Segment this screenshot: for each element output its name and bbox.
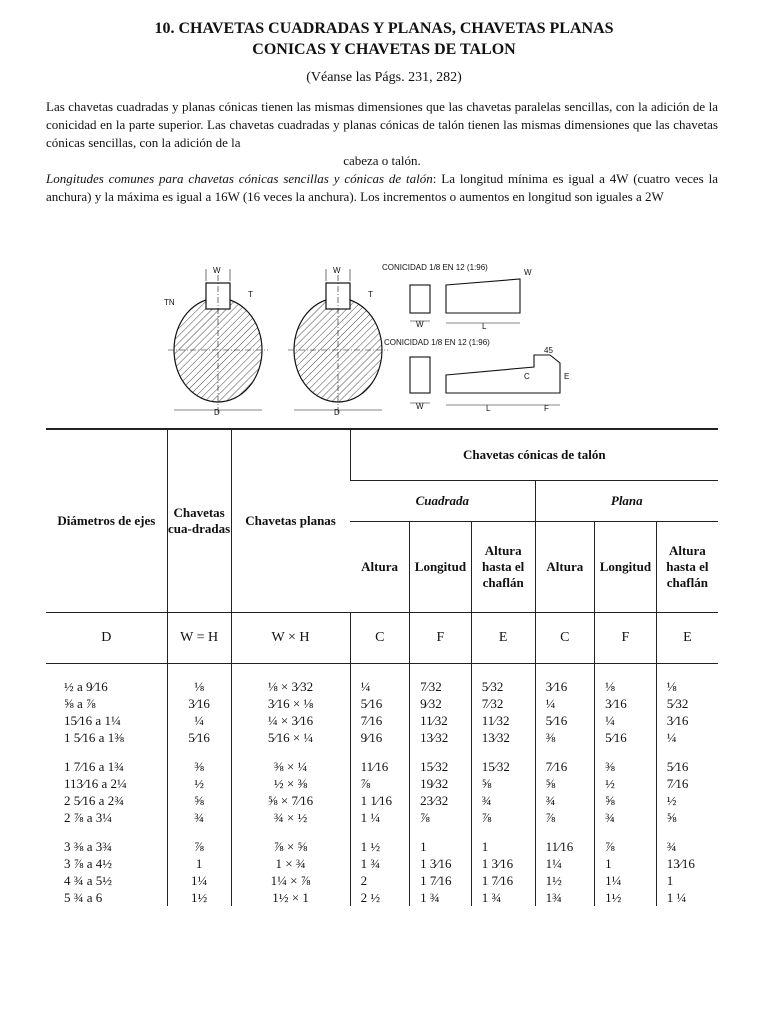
- table-cell: 15⁄16 a 1¼: [64, 713, 121, 728]
- header-chaflan-cuadrada: Altura hasta el chaflán: [471, 522, 535, 613]
- table-cell: ¼: [595, 712, 657, 729]
- spacer-cell: [656, 746, 718, 758]
- table-row: [46, 838, 718, 855]
- table-row: [46, 872, 718, 889]
- table-cell: 1: [595, 855, 657, 872]
- table-cell: ½: [167, 775, 231, 792]
- table-cell: 5⁄16: [167, 729, 231, 746]
- table-row: [46, 729, 718, 746]
- header-talon: Chavetas cónicas de talón: [350, 429, 718, 481]
- table-cell: 13⁄32: [410, 729, 472, 746]
- table-cell: ½: [595, 775, 657, 792]
- table-row: [46, 855, 718, 872]
- symbol-c-plana: C: [535, 613, 595, 664]
- table-cell: 23⁄32: [410, 792, 472, 809]
- gib-head-key-drawing: [384, 338, 569, 413]
- table-cell: ⅜: [167, 758, 231, 775]
- intro-paragraph-1-text: Las chavetas cuadradas y planas cónicas tienen las mismas dimensiones que las chavetas paralelas sencillas, con la adición de la conicidad en la parte superior. Las chavetas cuadradas y planas cónicas de talón tienen las mismas dimensiones que las chavetas cónicas sencillas, con la adición de la: [46, 99, 718, 150]
- table-cell: ¼ × 3⁄16: [231, 712, 350, 729]
- table-cell: ¾: [595, 809, 657, 826]
- table-cell: 7⁄16: [535, 758, 595, 775]
- spacer-row: [46, 664, 718, 679]
- table-cell: 1½ × 1: [231, 889, 350, 906]
- table-cell: ¾: [535, 792, 595, 809]
- table-cell: 5⁄16: [350, 695, 410, 712]
- symbol-e-plana: E: [656, 613, 718, 664]
- w-label-5: W: [416, 402, 424, 411]
- table-cell: 11⁄32: [410, 712, 472, 729]
- table-cell: ⅜ × ¼: [231, 758, 350, 775]
- table-cell: ¼: [656, 729, 718, 746]
- table-cell: 1 ¼: [656, 889, 718, 906]
- spacer-cell: [535, 746, 595, 758]
- table-cell: 1 7⁄16 a 1¾: [64, 759, 124, 774]
- table-cell: ½: [656, 792, 718, 809]
- spacer-cell: [471, 746, 535, 758]
- table-cell: 1 ½: [350, 838, 410, 855]
- header-longitud-plana: Longitud: [595, 522, 657, 613]
- spacer-cell: [656, 826, 718, 838]
- table-cell: 1½: [595, 889, 657, 906]
- table-cell: 1½: [535, 872, 595, 889]
- table-cell: ⅞: [471, 809, 535, 826]
- spacer-cell: [595, 826, 657, 838]
- table-cell: 5⁄32: [471, 678, 535, 695]
- spacer-cell: [231, 664, 350, 679]
- w-label-3: W: [416, 320, 424, 329]
- table-cell: ½ × ⅜: [231, 775, 350, 792]
- table-cell: 4 ¾ a 5½: [64, 873, 113, 888]
- lengths-text: : La longitud mínima es igual a 4W (cuatro veces la anchura) y la máxima es igual a 16W (16 veces la anchura). Los incrementos o aumentos en longitud son iguales a 2W: [46, 171, 718, 204]
- table-cell: ⅝ a ⅞: [64, 696, 96, 711]
- w-label-1: W: [213, 266, 221, 275]
- table-cell: 11⁄16: [350, 758, 410, 775]
- table-cell: ⅝: [535, 775, 595, 792]
- table-cell: ¾ × ½: [231, 809, 350, 826]
- table-cell: 9⁄32: [410, 695, 472, 712]
- table-cell: ⅞: [350, 775, 410, 792]
- table-cell: 1 × ¾: [231, 855, 350, 872]
- symbol-w-x-h: W × H: [231, 613, 350, 664]
- table-row: [46, 712, 718, 729]
- spacer-cell: [410, 746, 472, 758]
- header-diametros: Diámetros de ejes: [46, 429, 167, 613]
- c-label: C: [524, 372, 530, 381]
- table-cell: ⅝: [471, 775, 535, 792]
- table-cell: 1 ¾: [350, 855, 410, 872]
- table-cell: 5⁄16: [656, 758, 718, 775]
- table-cell: ¾: [167, 809, 231, 826]
- table-cell: 7⁄16: [656, 775, 718, 792]
- w-label-4: W: [524, 268, 532, 277]
- table-cell: ¾: [471, 792, 535, 809]
- table-cell: 7⁄16: [350, 712, 410, 729]
- table-cell: 3⁄16: [595, 695, 657, 712]
- spacer-cell: [410, 664, 472, 679]
- symbol-c-cuadrada: C: [350, 613, 410, 664]
- intro-text: [46, 98, 718, 206]
- table-cell: 5⁄16: [595, 729, 657, 746]
- table-cell: 1 ¼: [350, 809, 410, 826]
- table-cell: ⅝: [167, 792, 231, 809]
- table-cell: ¾: [656, 838, 718, 855]
- spacer-cell: [231, 746, 350, 758]
- table-row: [46, 889, 718, 906]
- spacer-cell: [46, 664, 167, 679]
- taper-key-drawing: [382, 263, 532, 331]
- table-cell: ½ a 9⁄16: [64, 679, 108, 694]
- table-cell: 3⁄16: [535, 678, 595, 695]
- table-cell: 9⁄16: [350, 729, 410, 746]
- spacer-cell: [231, 826, 350, 838]
- table-cell: 3 ⅞ a 4½: [64, 856, 113, 871]
- table-cell: 1: [471, 838, 535, 855]
- table-cell: 19⁄32: [410, 775, 472, 792]
- header-cuadradas: Chavetas cua-dradas: [167, 429, 231, 613]
- e-label: E: [564, 372, 570, 381]
- page-title: [0, 18, 768, 60]
- key-diagram: [160, 255, 610, 425]
- table-cell: 1 3⁄16: [471, 855, 535, 872]
- shaft-section-1: [164, 266, 268, 417]
- symbol-e-cuadrada: E: [471, 613, 535, 664]
- spacer-cell: [350, 664, 410, 679]
- header-plana: Plana: [535, 481, 718, 522]
- conicidad-label-1: CONICIDAD 1/8 EN 12 (1:96): [382, 263, 488, 272]
- table-cell: ¼: [535, 695, 595, 712]
- table-cell: 113⁄16 a 2¼: [64, 776, 127, 791]
- spacer-cell: [410, 826, 472, 838]
- w-label-2: W: [333, 266, 341, 275]
- table-cell: 1: [167, 855, 231, 872]
- l-label-2: L: [486, 404, 491, 413]
- spacer-cell: [595, 664, 657, 679]
- table-body: [46, 664, 718, 907]
- table-cell: 11⁄16: [535, 838, 595, 855]
- header-chaflan-plana: Altura hasta el chaflán: [656, 522, 718, 613]
- table-cell: ⅜: [535, 729, 595, 746]
- table-cell: 1: [656, 872, 718, 889]
- table-row: [46, 758, 718, 775]
- table-cell: 1 7⁄16: [471, 872, 535, 889]
- table-cell: ⅜: [595, 758, 657, 775]
- table-cell: 1 ¾: [410, 889, 472, 906]
- table-cell: ⅞: [595, 838, 657, 855]
- table-cell: 1¾: [535, 889, 595, 906]
- table-cell: ⅝ × 7⁄16: [231, 792, 350, 809]
- tn-label: TN: [164, 298, 175, 307]
- spacer-cell: [46, 826, 167, 838]
- lengths-heading: Longitudes comunes para chavetas cónicas sencillas y cónicas de talón: [46, 171, 433, 186]
- table-cell: 7⁄32: [471, 695, 535, 712]
- table-cell: 1½: [167, 889, 231, 906]
- table-cell: 1 ¾: [471, 889, 535, 906]
- shaft-section-2: [288, 266, 388, 417]
- symbol-f-cuadrada: F: [410, 613, 472, 664]
- table-cell: ⅞ × ⅝: [231, 838, 350, 855]
- spacer-cell: [350, 826, 410, 838]
- table-cell: 1¼: [167, 872, 231, 889]
- header-altura-cuadrada: Altura: [350, 522, 410, 613]
- table-cell: 3⁄16: [167, 695, 231, 712]
- spacer-cell: [535, 664, 595, 679]
- spacer-cell: [471, 664, 535, 679]
- spacer-cell: [46, 746, 167, 758]
- table-cell: 1 5⁄16 a 1⅜: [64, 730, 124, 745]
- table-cell: 5⁄32: [656, 695, 718, 712]
- table-cell: 7⁄32: [410, 678, 472, 695]
- table-row: [46, 775, 718, 792]
- header-cuadrada: Cuadrada: [350, 481, 535, 522]
- table-cell: ⅛: [167, 678, 231, 695]
- table-cell: ¼: [167, 712, 231, 729]
- spacer-cell: [535, 826, 595, 838]
- table-cell: 1 1⁄16: [350, 792, 410, 809]
- table-cell: 3⁄16: [656, 712, 718, 729]
- f-label: F: [544, 404, 549, 413]
- symbol-w-eq-h: W = H: [167, 613, 231, 664]
- intro-paragraph-1: [46, 98, 718, 152]
- table-cell: ¼: [350, 678, 410, 695]
- table-cell: 11⁄32: [471, 712, 535, 729]
- table-cell: 2 ⅞ a 3¼: [64, 810, 113, 825]
- table-cell: 2 ½: [350, 889, 410, 906]
- table-cell: 1 7⁄16: [410, 872, 472, 889]
- table-cell: 5 ¾ a 6: [64, 890, 103, 905]
- title-line-1: 10. CHAVETAS CUADRADAS Y PLANAS, CHAVETAS PLANAS: [154, 20, 614, 37]
- spacer-cell: [350, 746, 410, 758]
- spacer-cell: [167, 826, 231, 838]
- table-cell: 2: [350, 872, 410, 889]
- table-cell: 15⁄32: [410, 758, 472, 775]
- table-cell: 13⁄32: [471, 729, 535, 746]
- table-cell: 5⁄16: [535, 712, 595, 729]
- key-diagram-svg: [160, 255, 610, 425]
- spacer-row: [46, 826, 718, 838]
- spacer-cell: [471, 826, 535, 838]
- d-label-2: D: [334, 408, 340, 417]
- table-cell: ⅞: [410, 809, 472, 826]
- table-cell: ⅞: [167, 838, 231, 855]
- table-cell: ⅛ × 3⁄32: [231, 678, 350, 695]
- symbol-d: D: [46, 613, 167, 664]
- table-cell: ⅝: [595, 792, 657, 809]
- angle-label: 45: [544, 346, 553, 355]
- table-cell: ⅛: [656, 678, 718, 695]
- table-row: [46, 809, 718, 826]
- spacer-cell: [656, 664, 718, 679]
- header-altura-plana: Altura: [535, 522, 595, 613]
- header-longitud-cuadrada: Longitud: [410, 522, 472, 613]
- spacer-cell: [167, 664, 231, 679]
- keys-table: [46, 428, 718, 906]
- table-cell: 13⁄16: [656, 855, 718, 872]
- intro-paragraph-2: [46, 170, 718, 206]
- table-cell: ⅛: [595, 678, 657, 695]
- spacer-cell: [167, 746, 231, 758]
- table-cell: ⅝: [656, 809, 718, 826]
- spacer-cell: [595, 746, 657, 758]
- symbol-f-plana: F: [595, 613, 657, 664]
- table-cell: 1¼: [535, 855, 595, 872]
- table-cell: 15⁄32: [471, 758, 535, 775]
- table-cell: 1 3⁄16: [410, 855, 472, 872]
- table-row: [46, 678, 718, 695]
- table-cell: 2 5⁄16 a 2¾: [64, 793, 124, 808]
- table-row: [46, 695, 718, 712]
- header-planas: Chavetas planas: [231, 429, 350, 613]
- table-cell: 1¼ × ⅞: [231, 872, 350, 889]
- spacer-row: [46, 746, 718, 758]
- d-label-1: D: [214, 408, 220, 417]
- conicidad-label-2: CONICIDAD 1/8 EN 12 (1:96): [384, 338, 490, 347]
- see-pages-note: (Véanse las Págs. 231, 282): [306, 70, 462, 85]
- table-cell: ⅞: [535, 809, 595, 826]
- table-cell: 3 ⅜ a 3¾: [64, 839, 113, 854]
- table-cell: 5⁄16 × ¼: [231, 729, 350, 746]
- t-label-1: T: [248, 290, 253, 299]
- table-cell: 3⁄16 × ⅛: [231, 695, 350, 712]
- table-cell: 1¼: [595, 872, 657, 889]
- t-label-2: T: [368, 290, 373, 299]
- table-row: [46, 792, 718, 809]
- l-label-1: L: [482, 322, 487, 331]
- table-cell: 1: [410, 838, 472, 855]
- intro-paragraph-1-end: cabeza o talón.: [343, 153, 421, 168]
- title-line-2: CONICAS Y CHAVETAS DE TALON: [252, 41, 516, 58]
